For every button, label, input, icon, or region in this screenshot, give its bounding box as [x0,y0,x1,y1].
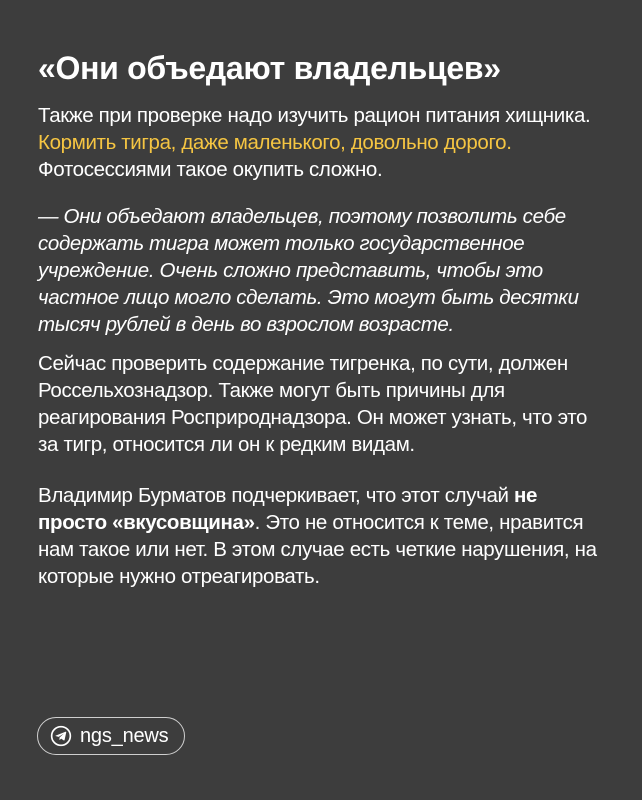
paragraph-burmatov-tail: . Это не относится к теме, нравится нам такое или нет. В этом случае есть четкие нарушения, на которые нужно отреагировать. [38,511,597,588]
quote-paragraph: — Они объедают владельцев, поэтому позволить себе содержать тигра может только государственное учреждение. Очень сложно представить, чтобы это частное лицо могло сделать. Это могут быть десятки тысяч рублей в день во взрослом возрасте. [38,205,579,336]
paragraph-oversight: Сейчас проверить содержание тигренка, по сути, должен Россельхознадзор. Также могут быть причины для реагирования Росприроднадзора. Он может узнать, что это за тигр, относится ли он к редким видам. [38,352,588,456]
source-tag-label: ngs_news [80,724,169,747]
paragraph-diet-tail: Фотосессиями такое окупить сложно. [38,158,383,181]
paragraph-diet-lead: Также при проверке надо изучить рацион питания хищника. [38,104,591,127]
paragraph-burmatov [38,482,608,590]
telegram-icon [50,725,72,747]
article-title: «Они объедают владельцев» [38,50,501,86]
bold-phrase: не просто «вкусовщина» [38,484,538,534]
paragraph-burmatov-lead: Владимир Бурматов подчеркивает, что этот случай [38,484,514,507]
source-tag[interactable] [37,717,185,755]
highlighted-quote: Кормить тигра, даже маленького, довольно дорого. [38,131,512,154]
paragraph-diet [38,102,608,183]
